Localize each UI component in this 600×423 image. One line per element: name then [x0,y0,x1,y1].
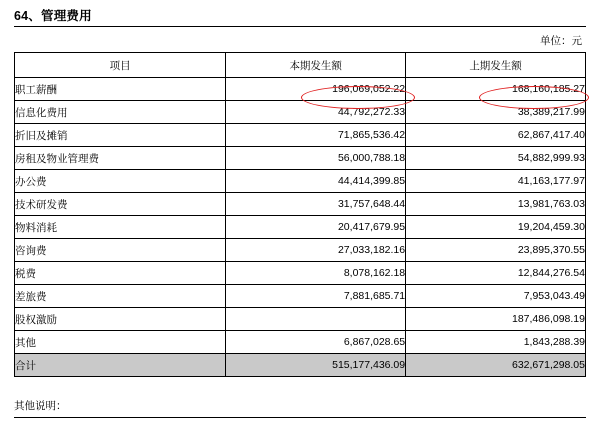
row-previous-value: 41,163,177.97 [406,170,586,193]
heading-divider [14,26,586,27]
row-item-label: 折旧及摊销 [15,124,226,147]
expenses-table [14,52,586,377]
row-current-value: 8,078,162.18 [226,262,406,285]
total-previous-value: 632,671,298.05 [406,354,586,377]
table-row [15,239,586,262]
row-previous-value: 7,953,043.49 [406,285,586,308]
row-current-value: 27,033,182.16 [226,239,406,262]
column-header-item: 项目 [15,53,226,78]
row-item-label: 房租及物业管理费 [15,147,226,170]
row-item-label: 办公费 [15,170,226,193]
row-item-label: 其他 [15,331,226,354]
table-row [15,101,586,124]
row-previous-value: 38,389,217.99 [406,101,586,124]
row-current-value: 71,865,536.42 [226,124,406,147]
row-current-value: 20,417,679.95 [226,216,406,239]
column-header-current: 本期发生额 [226,53,406,78]
row-current-value: 31,757,648.44 [226,193,406,216]
row-item-label: 职工薪酬 [15,78,226,101]
row-previous-value: 19,204,459.30 [406,216,586,239]
table-row [15,78,586,101]
row-previous-value: 23,895,370.55 [406,239,586,262]
row-previous-value: 1,843,288.39 [406,331,586,354]
row-current-value: 196,069,052.22 [226,78,406,101]
table-row [15,308,586,331]
row-current-value [226,308,406,331]
unit-label: 单位：元 [540,35,582,47]
footer-divider [14,417,586,418]
row-item-label: 物料消耗 [15,216,226,239]
row-current-value: 7,881,685.71 [226,285,406,308]
row-current-value: 56,000,788.18 [226,147,406,170]
row-item-label: 股权激励 [15,308,226,331]
table-row [15,262,586,285]
row-previous-value: 168,160,185.27 [406,78,586,101]
row-item-label: 差旅费 [15,285,226,308]
table-total-row [15,354,586,377]
row-previous-value: 54,882,999.93 [406,147,586,170]
table-row [15,124,586,147]
table-row [15,193,586,216]
row-item-label: 技术研发费 [15,193,226,216]
table-row [15,285,586,308]
row-item-label: 信息化费用 [15,101,226,124]
table-row [15,331,586,354]
row-previous-value: 12,844,276.54 [406,262,586,285]
table-row [15,170,586,193]
row-current-value: 44,414,399.85 [226,170,406,193]
table-row [15,147,586,170]
row-item-label: 税费 [15,262,226,285]
row-current-value: 44,792,272.33 [226,101,406,124]
table-header-row [15,53,586,78]
total-current-value: 515,177,436.09 [226,354,406,377]
other-notes-label: 其他说明： [14,400,67,412]
page-title: 64、管理费用 [14,9,92,23]
row-previous-value: 187,486,098.19 [406,308,586,331]
row-previous-value: 62,867,417.40 [406,124,586,147]
row-current-value: 6,867,028.65 [226,331,406,354]
table-row [15,216,586,239]
total-label: 合计 [15,354,226,377]
column-header-previous: 上期发生额 [406,53,586,78]
row-previous-value: 13,981,763.03 [406,193,586,216]
row-item-label: 咨询费 [15,239,226,262]
